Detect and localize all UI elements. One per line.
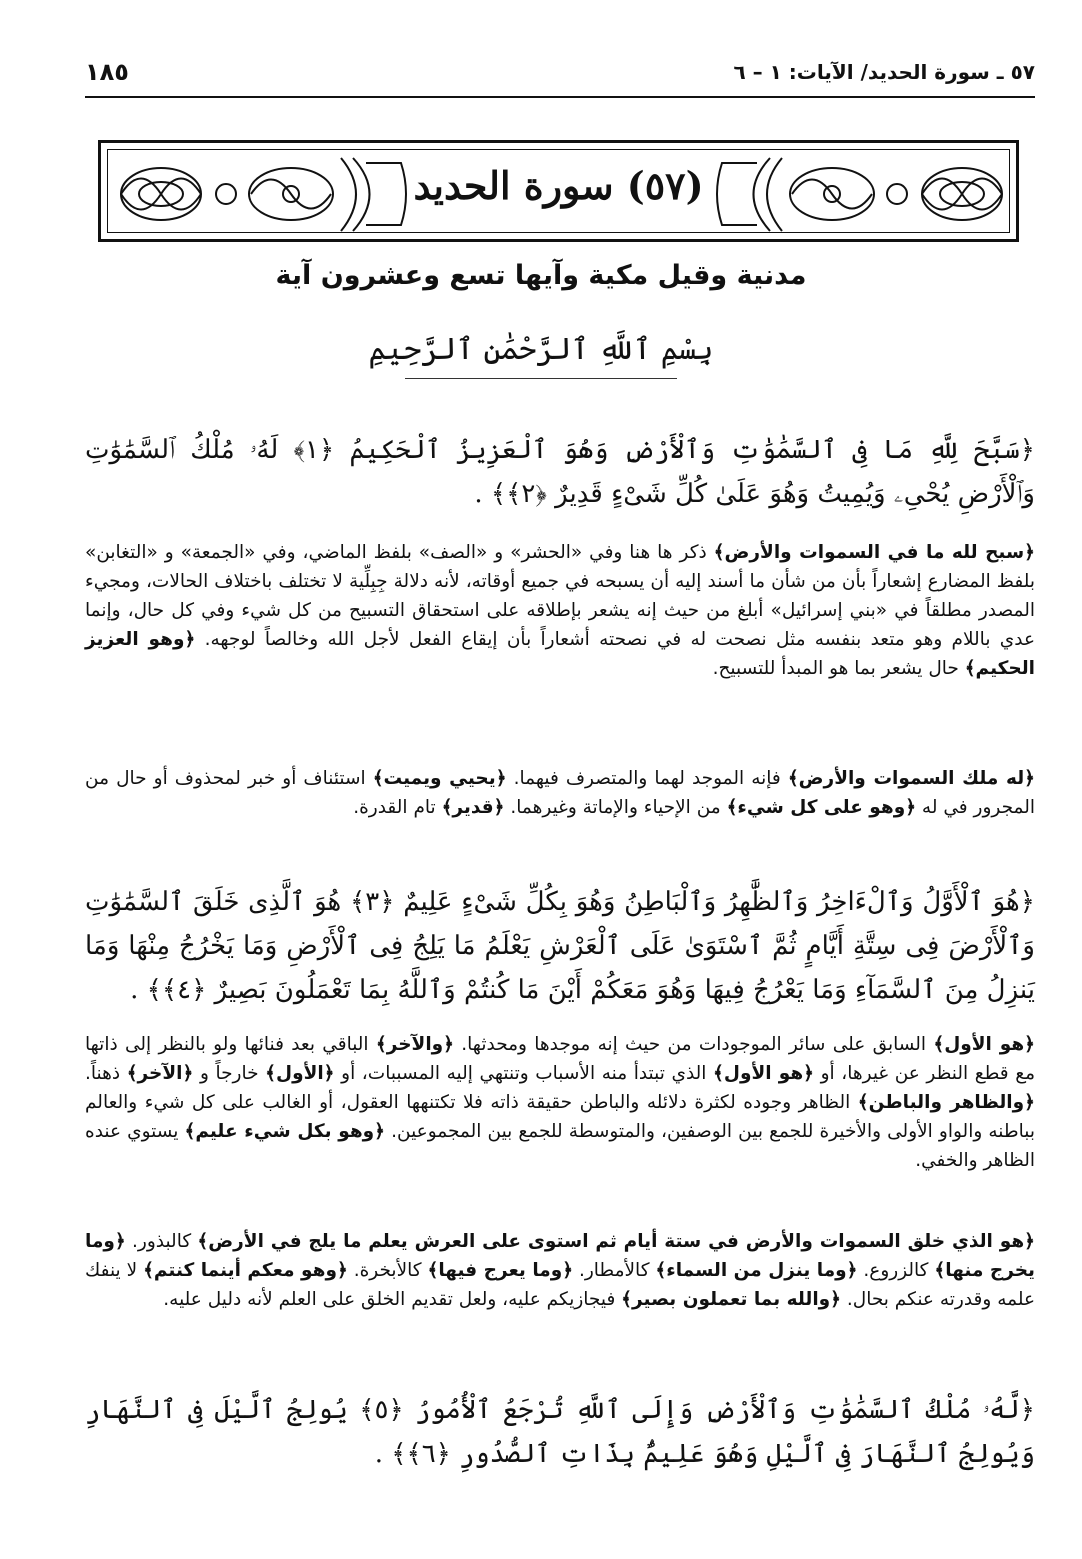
- text: لا ينفك علمه وقدرته عنكم بحال.: [85, 1260, 1035, 1310]
- quote: ﴿الأول﴾: [265, 1063, 335, 1084]
- text: استئناف أو خبر لمحذوف أو حال من المجرور في له: [85, 768, 1035, 818]
- text: السابق على سائر الموجودات من حيث إنه موجدها ومحدثها.: [454, 1034, 934, 1055]
- text: تام القدرة.: [353, 797, 442, 818]
- text: فيجازيكم عليه، ولعل تقديم الخلق على العلم لأنه دليل عليه.: [163, 1289, 622, 1310]
- quote: ﴿يحيي ويميت﴾: [372, 768, 507, 789]
- text: ذهناً.: [85, 1063, 127, 1084]
- text: كالزروع.: [857, 1260, 935, 1281]
- verses-1-2: ﴿سَبَّحَ لِلَّهِ مَا فِى ٱلسَّمَٰوَٰتِ وَٱلْأَرْضِ وَهُوَ ٱلْعَزِيزُ ٱلْحَكِيمُ ﴿١﴾ لَهُۥ مُلْكُ ٱلسَّمَٰوَٰتِ وَٱلْأَرْضِ يُحْىِۦ وَيُمِيتُ وَهُوَ عَلَىٰ كُلِّ شَىْءٍ قَدِيرٌ ﴿٢﴾﴾ .: [85, 435, 1035, 509]
- surah-banner: [98, 140, 1019, 242]
- quote: ﴿وما يعرج فيها﴾: [427, 1260, 574, 1281]
- quote: ﴿سبح لله ما في السموات والأرض﴾: [713, 542, 1036, 563]
- surah-subtitle: مدنية وقيل مكية وآيها تسع وعشرون آية: [275, 260, 807, 291]
- text: كالبذور.: [125, 1231, 198, 1252]
- text: فإنه الموجد لهما والمتصرف فيهما.: [506, 768, 788, 789]
- text: كالأبخرة.: [347, 1260, 428, 1281]
- quote: ﴿وهو بكل شيء عليم﴾: [184, 1121, 385, 1142]
- quote: ﴿والظاهر والباطن﴾: [857, 1092, 1035, 1113]
- text: الباقي بعد فنائها ولو بالنظر إلى ذاتها مع قطع النظر عن غيرها، أو: [85, 1034, 1035, 1084]
- quote: ﴿هو الأول﴾: [713, 1063, 814, 1084]
- tafsir-4: [85, 1227, 1035, 1314]
- quote: ﴿هو الذي خلق السموات والأرض في ستة أيام ثم استوى على العرش يعلم ما يلج في الأرض﴾: [197, 1231, 1035, 1252]
- quote: ﴿هو الأول﴾: [933, 1034, 1035, 1055]
- tafsir-2: [85, 764, 1035, 822]
- page-number: ١٨٥: [85, 58, 129, 86]
- quote: ﴿وما يخرج منها﴾: [85, 1231, 1036, 1281]
- quote: ﴿له ملك السموات والأرض﴾: [787, 768, 1035, 789]
- verses-5-6: ﴿لَّهُۥ مُلْكُ ٱلسَّمَٰوَٰتِ وَٱلْأَرْضِ وَإِلَى ٱللَّهِ تُرْجَعُ ٱلْأُمُورُ ﴿٥﴾ يُولِجُ ٱلَّيْلَ فِى ٱلنَّهَارِ وَيُولِجُ ٱلنَّهَارَ فِى ٱلَّيْلِ وَهُوَ عَلِيمٌۢ بِذَاتِ ٱلصُّدُورِ ﴿٦﴾﴾ .: [85, 1395, 1035, 1469]
- text: الذي تبتدأ منه الأسباب وتنتهي إليه المسببات، أو: [334, 1063, 714, 1084]
- surah-title: (٥٧) سورة الحديد: [413, 163, 704, 208]
- text: ذكر ها هنا وفي «الحشر» و «الصف» بلفظ الماضي، وفي «الجمعة» و «التغابن» بلفظ المضارع إشعاراً بأن من شأن ما أسند إليه أن يسبحه في جميع أوقاته، لأنه دلالة جِبِلِّية لا تختلف باختلاف الحالات، ومجيء المصدر مطلقاً في «بني إسرائيل» أبلغ من حيث إنه يشعر بإطلاقه على استحقاق التسبيح من كل شيء وفي كل حال، وإنما عدي باللام وهو متعد بنفسه مثل نصحت له في نصحته أشعاراً بأن إيقاع الفعل لأجل الله وخالصاً لوجهه.: [85, 542, 1035, 650]
- quote: ﴿والآخر﴾: [375, 1034, 454, 1055]
- quote: ﴿قدير﴾: [441, 797, 505, 818]
- page-header: [85, 52, 1035, 98]
- running-title: ٥٧ ـ سورة الحديد/ الآيات: ١ – ٦: [733, 60, 1035, 84]
- quote: ﴿الآخر﴾: [126, 1063, 194, 1084]
- tafsir-1: [85, 538, 1035, 683]
- quote: ﴿وهو على كل شيء﴾: [726, 797, 917, 818]
- text: من الإحياء والإماتة وغيرهما.: [504, 797, 727, 818]
- text: خارجاً و: [193, 1063, 266, 1084]
- text: حال يشعر بما هو المبدأ للتسبيح.: [712, 658, 965, 679]
- quote: ﴿والله بما تعملون بصير﴾: [621, 1289, 841, 1310]
- basmala: بِسْمِ ٱللَّهِ ٱلرَّحْمَٰنِ ٱلرَّحِيمِ: [368, 332, 714, 367]
- quote: ﴿وهو العزيز الحكيم﴾: [85, 629, 1035, 679]
- text: يستوي عنده الظاهر والخفي.: [85, 1121, 1035, 1171]
- quote: ﴿وهو معكم أينما كنتم﴾: [143, 1260, 348, 1281]
- verses-3-4: ﴿هُوَ ٱلْأَوَّلُ وَٱلْءَاخِرُ وَٱلظَّٰهِرُ وَٱلْبَاطِنُ وَهُوَ بِكُلِّ شَىْءٍ عَلِيمٌ ﴿٣﴾ هُوَ ٱلَّذِى خَلَقَ ٱلسَّمَٰوَٰتِ وَٱلْأَرْضَ فِى سِتَّةِ أَيَّامٍ ثُمَّ ٱسْتَوَىٰ عَلَى ٱلْعَرْشِ يَعْلَمُ مَا يَلِجُ فِى ٱلْأَرْضِ وَمَا يَخْرُجُ مِنْهَا وَمَا يَنزِلُ مِنَ ٱلسَّمَآءِ وَمَا يَعْرُجُ فِيهَا وَهُوَ مَعَكُمْ أَيْنَ مَا كُنتُمْ وَٱللَّهُ بِمَا تَعْمَلُونَ بَصِيرٌ ﴿٤﴾﴾ .: [85, 887, 1035, 1005]
- text: كالأمطار.: [573, 1260, 656, 1281]
- basmala-underline: [405, 378, 677, 379]
- quote: ﴿وما ينزل من السماء﴾: [655, 1260, 858, 1281]
- tafsir-3: [85, 1030, 1035, 1175]
- text: الظاهر وجوده لكثرة دلائله والباطن حقيقة ذاته فلا تكتنهها العقول، أو الغالب على كل شيء والعالم بباطنه والواو الأولى والأخيرة للجمع بين الوصفين، والمتوسطة للجمع بين المجموعين.: [85, 1092, 1035, 1142]
